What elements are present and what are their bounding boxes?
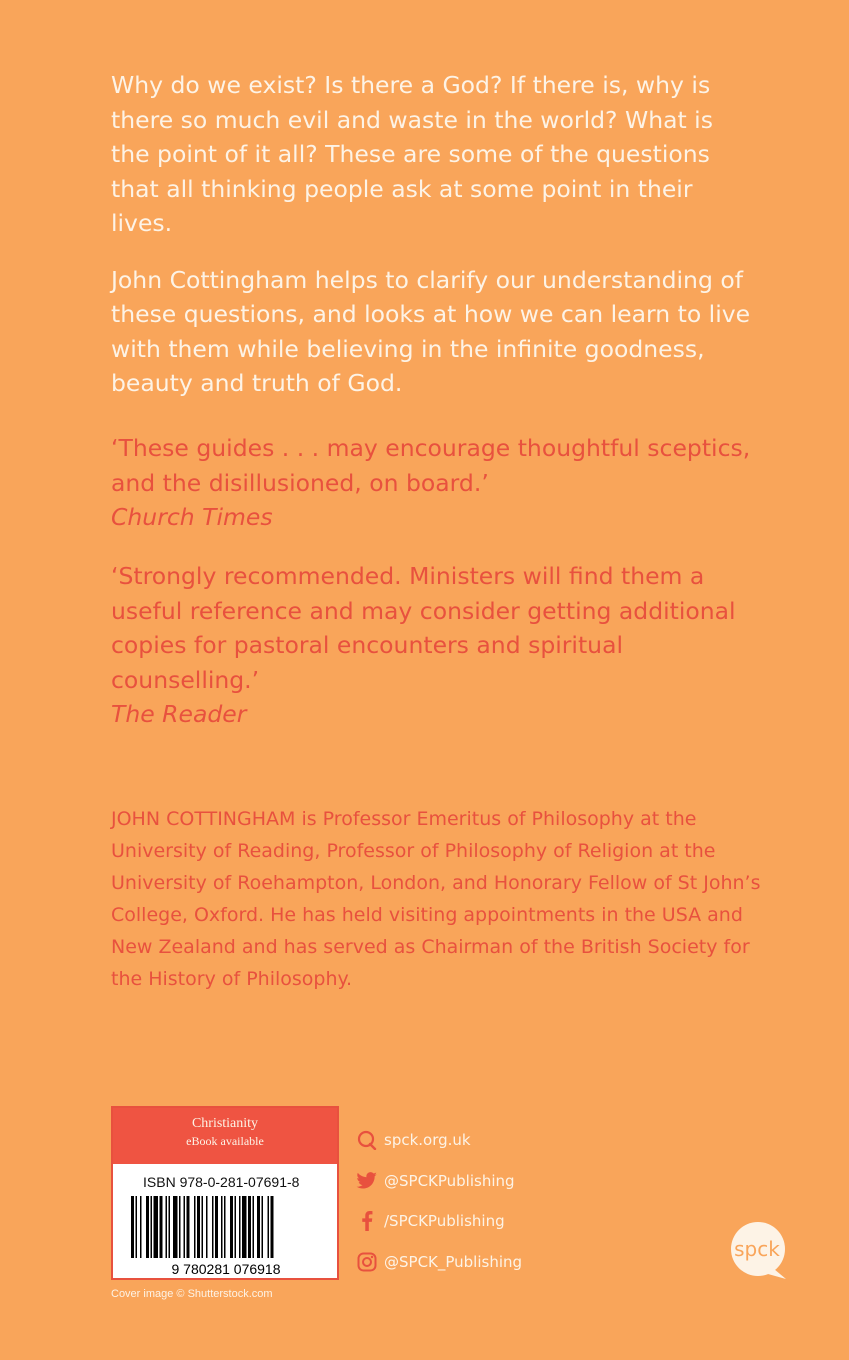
author-bio <box>111 803 771 995</box>
barcode-bar <box>197 1196 200 1258</box>
twitter-label: @SPCKPublishing <box>384 1171 515 1190</box>
barcode-bar <box>206 1196 208 1258</box>
ebook-label: eBook available <box>186 1134 264 1148</box>
facebook-label: /SPCKPublishing <box>384 1212 505 1231</box>
barcode-bar <box>268 1196 270 1258</box>
barcode-bar <box>248 1196 251 1258</box>
author-bio-text: JOHN COTTINGHAM is Professor Emeritus of Philosophy at the University of Reading, Professor of Philosophy of Religion at the University of Roehampton, London, and Honorary Fellow of St John’s College, Oxford. He has held visiting appointments in the USA and New Zealand and has served as Chairman of the British Society for the History of Philosophy. <box>111 808 761 990</box>
barcode-bar <box>235 1196 237 1258</box>
barcode-bar <box>271 1196 274 1258</box>
instagram-link[interactable] <box>356 1242 522 1283</box>
quote-source: The Reader <box>111 700 247 728</box>
social-links <box>356 1120 522 1282</box>
quote-source: Church Times <box>111 503 273 531</box>
barcode-bar <box>131 1196 134 1258</box>
blurb <box>111 68 751 423</box>
barcode-bar <box>194 1196 196 1258</box>
barcode-bar <box>154 1196 159 1258</box>
quote-text: ‘These guides . . . may encourage thoughtful sceptics, and the disillusioned, on board.’ <box>111 434 751 497</box>
barcode-bar <box>221 1196 223 1258</box>
barcode-bar <box>136 1196 138 1258</box>
barcode-digits: 9 780281 076918 <box>171 1261 281 1276</box>
twitter-link[interactable] <box>356 1161 522 1202</box>
facebook-icon <box>356 1210 378 1232</box>
barcode-bar <box>184 1196 186 1258</box>
instagram-icon <box>356 1251 378 1273</box>
isbn-label: ISBN 978-0-281-07691-8 <box>143 1174 300 1190</box>
barcode-bar <box>212 1196 214 1258</box>
barcode-bar <box>239 1196 241 1258</box>
review-quote-2 <box>111 559 751 732</box>
barcode-bar <box>187 1196 190 1258</box>
blurb-paragraph-1: Why do we exist? Is there a God? If there is, why is there so much evil and waste in the world? What is the point of it all? These are some of the questions that all thinking people ask at some point in their lives. <box>111 71 713 237</box>
facebook-link[interactable] <box>356 1201 522 1242</box>
logo-text: spck <box>734 1237 780 1261</box>
quote-text: ‘Strongly recommended. Ministers will find them a useful reference and may consider getting additional copies for pastoral encounters and spiritual counselling.’ <box>111 562 736 694</box>
website-link[interactable] <box>356 1120 522 1161</box>
barcode-bar <box>230 1196 233 1258</box>
barcode-bar <box>262 1196 264 1258</box>
barcode-bar <box>242 1196 247 1258</box>
barcode-bar <box>224 1196 226 1258</box>
barcode <box>127 1196 325 1276</box>
barcode-bar <box>160 1196 163 1258</box>
barcode-bar <box>169 1196 171 1258</box>
barcode-bar <box>257 1196 260 1258</box>
barcode-bar <box>253 1196 255 1258</box>
barcode-bar <box>140 1196 142 1258</box>
barcode-bar <box>202 1196 204 1258</box>
barcode-bar <box>173 1196 178 1258</box>
barcode-bar <box>146 1196 149 1258</box>
website-label: spck.org.uk <box>384 1131 471 1150</box>
barcode-panel <box>111 1106 339 1280</box>
spck-logo <box>728 1221 788 1281</box>
search-icon <box>356 1129 378 1151</box>
category-header <box>113 1108 337 1164</box>
blurb-paragraph-2: John Cottingham helps to clarify our understanding of these questions, and looks at how we can learn to live with them while believing in the infinite goodness, beauty and truth of God. <box>111 265 751 397</box>
barcode-bar <box>166 1196 168 1258</box>
instagram-label: @SPCK_Publishing <box>384 1252 523 1271</box>
twitter-icon <box>356 1170 378 1192</box>
barcode-bar <box>179 1196 181 1258</box>
barcode-bar <box>215 1196 218 1258</box>
review-quote-1 <box>111 431 751 535</box>
cover-image-credit: Cover image © Shutterstock.com <box>111 1288 273 1300</box>
barcode-bar <box>151 1196 153 1258</box>
category-label: Christianity <box>191 1116 259 1131</box>
